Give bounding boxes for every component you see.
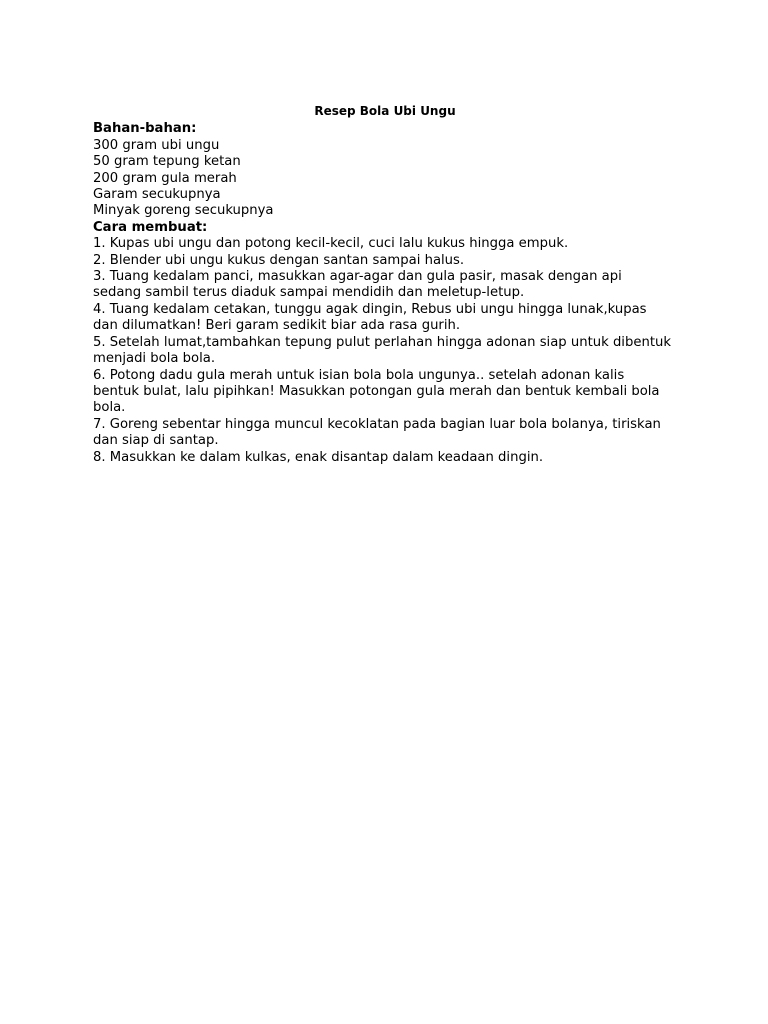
ingredient-item: 50 gram tepung ketan [93,154,241,170]
recipe-document [93,103,673,466]
step-item: 5. Setelah lumat,tambahkan tepung pulut perlahan hingga adonan siap untuk dibentuk menjadi bola bola. [93,334,671,367]
ingredient-item: Garam secukupnya [93,187,221,203]
step-item: 1. Kupas ubi ungu dan potong kecil-kecil, cuci lalu kukus hingga empuk. [93,236,569,252]
step-item: 7. Goreng sebentar hingga muncul kecoklatan pada bagian luar bola bolanya, tiriskan dan siap di santap. [93,416,661,449]
ingredients-list [93,138,673,220]
steps-heading: Cara membuat: [93,219,208,235]
steps-list [93,236,673,466]
step-item: 3. Tuang kedalam panci, masukkan agar-agar dan gula pasir, masak dengan api sedang sambil terus diaduk sampai mendidih dan meletup-letup. [93,269,622,301]
step-item: 8. Masukkan ke dalam kulkas, enak disantap dalam keadaan dingin. [93,449,544,465]
step-item: 4. Tuang kedalam cetakan, tunggu agak dingin, Rebus ubi ungu hingga lunak,kupas dan dilumatkan! Beri garam sedikit biar ada rasa gurih. [93,301,647,334]
ingredients-heading: Bahan-bahan: [93,121,197,137]
step-item: 2. Blender ubi ungu kukus dengan santan sampai halus. [93,252,465,268]
ingredient-item: Minyak goreng secukupnya [93,203,274,219]
ingredient-item: 300 gram ubi ungu [93,137,220,153]
document-title: Resep Bola Ubi Ungu [314,104,456,118]
step-item: 6. Potong dadu gula merah untuk isian bola bola ungunya.. setelah adonan kalis bentuk bulat, lalu pipihkan! Masukkan potongan gula merah dan bentuk kembali bola bola. [93,367,660,416]
ingredient-item: 200 gram gula merah [93,170,237,186]
